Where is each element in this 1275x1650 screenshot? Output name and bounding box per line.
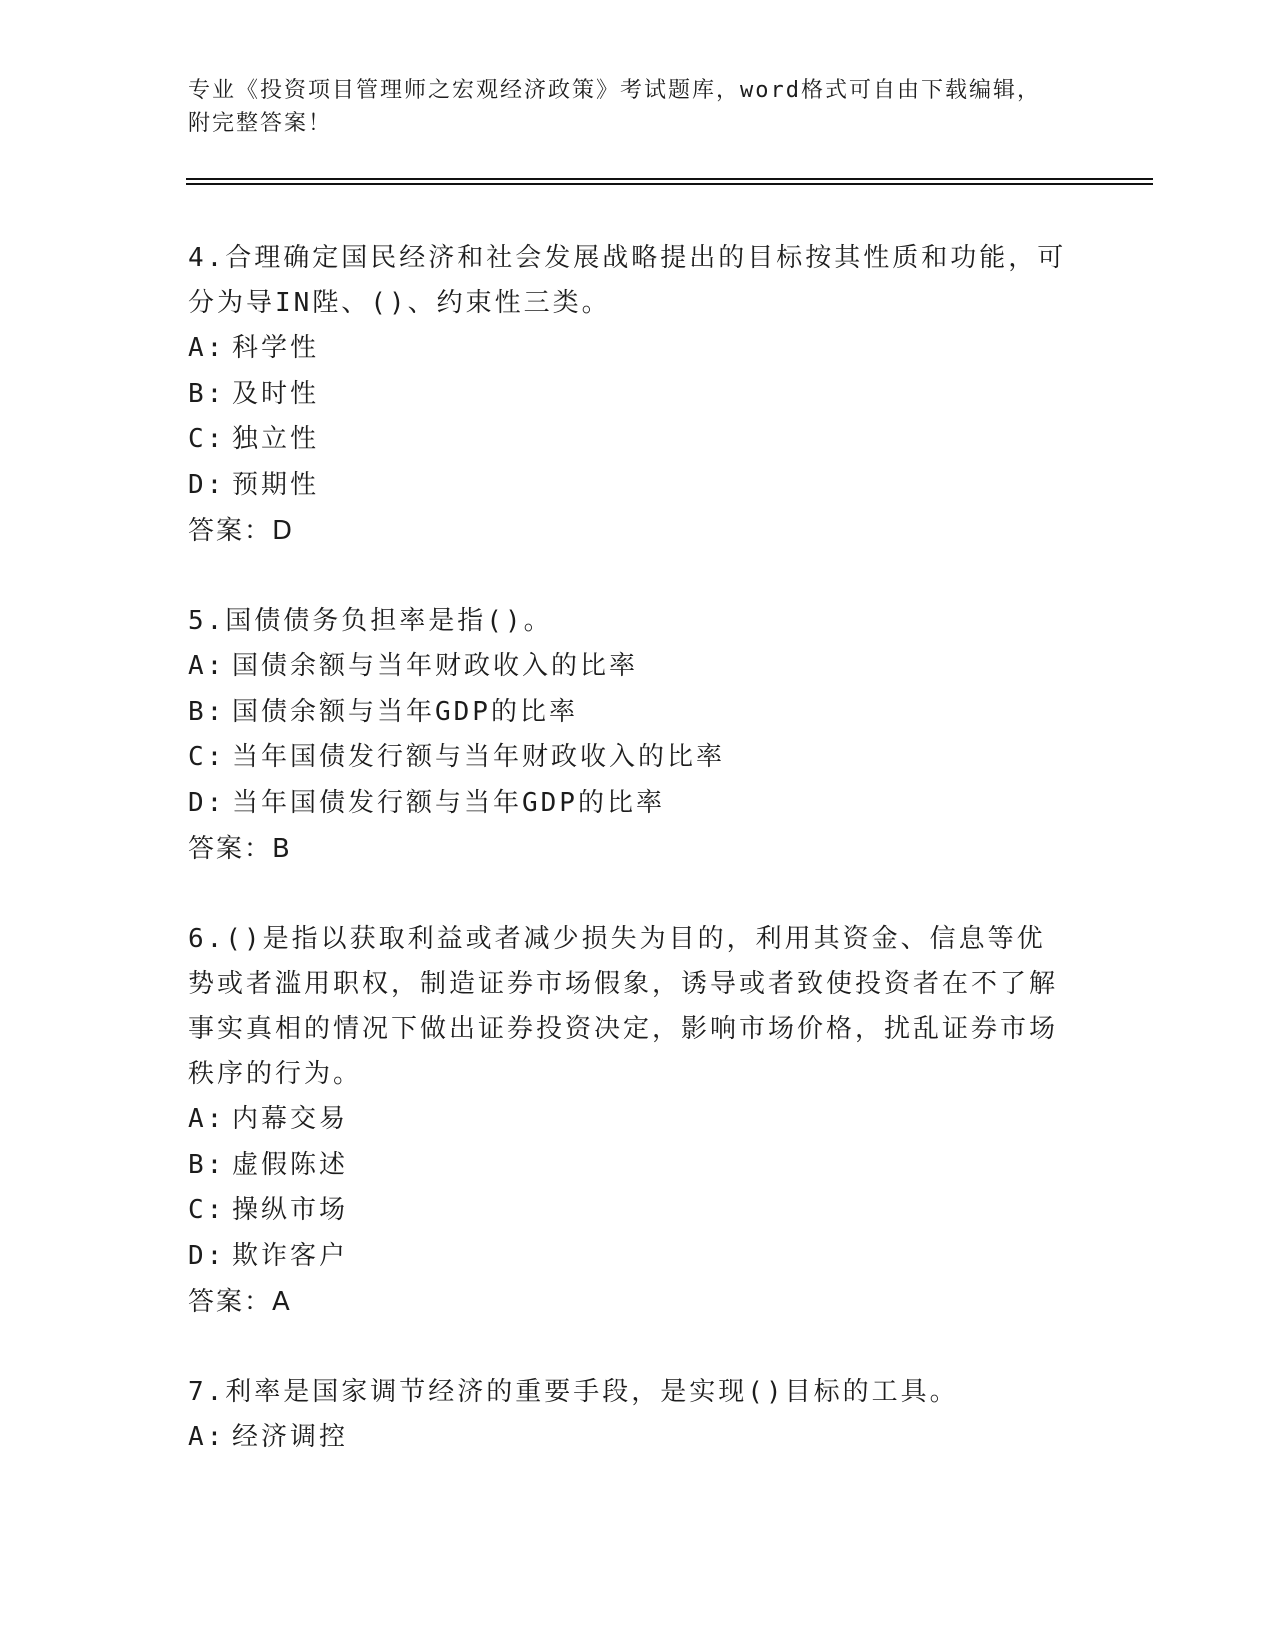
option-letter: D: [188,787,226,818]
question-item [188,599,1068,872]
option-letter: B: [188,1149,226,1180]
question-item [188,917,1068,1325]
answer-value: A [272,1287,292,1317]
option-text: 欺诈客户 [232,1240,349,1271]
option-c [188,735,1068,781]
question-item [188,236,1068,554]
option-letter: C: [188,424,226,454]
option-d [188,1234,1068,1280]
option-a [188,644,1068,690]
option-b [188,372,1068,418]
option-letter: B: [188,696,226,727]
option-letter: A: [188,651,226,681]
question-list [188,236,1068,1506]
option-letter: B: [188,378,226,409]
option-letter: A: [188,1104,226,1134]
answer-line [188,508,1068,554]
answer-line [188,1279,1068,1325]
header-divider-bottom [186,183,1153,185]
answer-value: D [272,516,295,546]
option-letter: A: [188,1422,226,1452]
option-d [188,463,1068,509]
option-text: 当年国债发行额与当年财政收入的比率 [232,742,726,772]
header-line-2: 附完整答案！ [188,111,333,136]
header-divider-top [186,178,1153,180]
answer-line [188,826,1068,872]
option-text: 及时性 [232,378,320,409]
option-letter: A: [188,333,226,363]
option-a [188,1415,1068,1461]
option-letter: C: [188,1195,226,1225]
document-header [188,74,1068,140]
option-b [188,690,1068,736]
option-text: 科学性 [232,333,320,363]
option-text: 国债余额与当年财政收入的比率 [232,651,639,681]
option-c [188,1188,1068,1234]
answer-label: 答案： [188,834,273,864]
answer-value: B [272,834,292,864]
question-text: 6.()是指以获取利益或者减少损失为目的，利用其资金、信息等优势或者滥用职权，制造证券市场假象，诱导或者致使投资者在不了解事实真相的情况下做出证券投资决定，影响市场价格，扰乱证券市场秩序的行为。 [188,924,1059,1089]
option-text: 内幕交易 [232,1104,349,1134]
option-text: 操纵市场 [232,1195,349,1225]
option-text: 国债余额与当年GDP的比率 [232,696,578,727]
option-text: 预期性 [232,469,320,500]
option-letter: D: [188,1240,226,1271]
answer-label: 答案： [188,1287,273,1317]
option-c [188,417,1068,463]
option-a [188,326,1068,372]
header-line-1: 专业《投资项目管理师之宏观经济政策》考试题库，word格式可自由下载编辑， [188,78,1041,103]
question-item [188,1370,1068,1461]
answer-label: 答案： [188,516,273,546]
option-a [188,1097,1068,1143]
question-text: 7.利率是国家调节经济的重要手段，是实现()目标的工具。 [188,1377,959,1407]
option-letter: C: [188,742,226,772]
question-text: 4.合理确定国民经济和社会发展战略提出的目标按其性质和功能，可分为导IN陛、()、约束性三类。 [188,243,1067,318]
option-text: 虚假陈述 [232,1149,349,1180]
option-text: 当年国债发行额与当年GDP的比率 [232,787,665,818]
option-b [188,1143,1068,1189]
question-text: 5.国债债务负担率是指()。 [188,606,553,636]
option-text: 经济调控 [232,1422,349,1452]
option-text: 独立性 [232,424,320,454]
option-letter: D: [188,469,226,500]
option-d [188,781,1068,827]
